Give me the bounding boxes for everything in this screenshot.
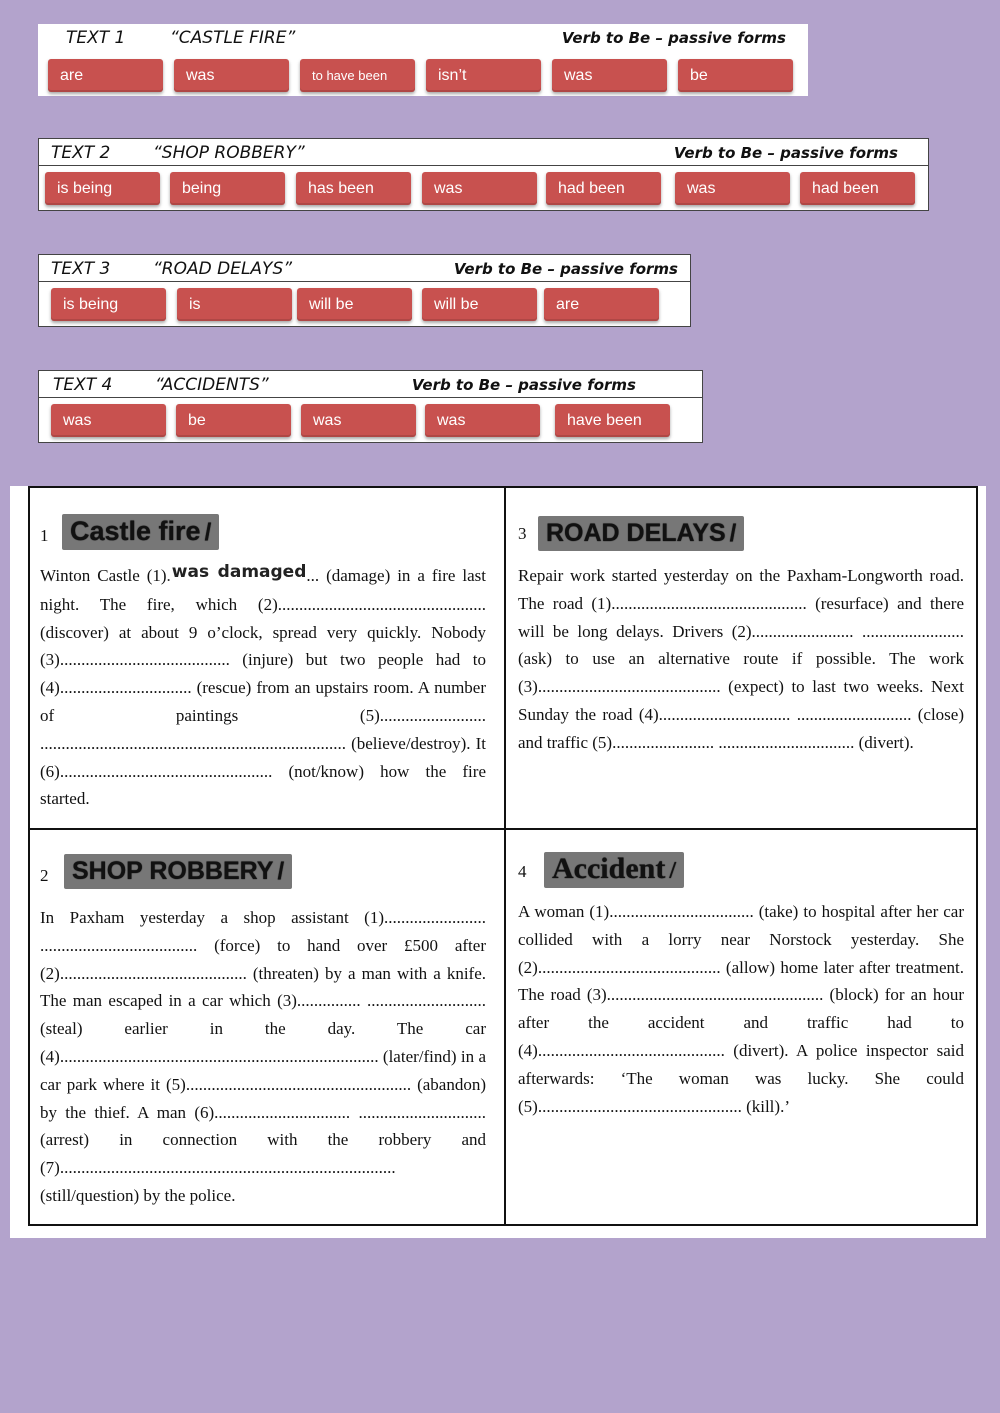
exercise-number: 1: [40, 526, 49, 545]
word-chips: [45, 288, 684, 324]
exercise-heading: Accident /: [544, 852, 684, 888]
word-chip[interactable]: isn’t: [426, 59, 541, 92]
exercise-heading: ROAD DELAYS /: [538, 516, 744, 551]
word-chip[interactable]: had been: [546, 172, 661, 205]
exercise-heading: SHOP ROBBERY /: [64, 854, 292, 889]
text-start: Winton Castle (1): [40, 566, 167, 585]
word-chip[interactable]: has been: [296, 172, 411, 205]
word-chip[interactable]: is being: [51, 288, 166, 321]
exercise-number: 3: [518, 524, 527, 543]
word-chips: [45, 404, 696, 440]
exercise-accident: [506, 830, 978, 1226]
word-bank-text-4: [38, 370, 703, 443]
exercise-shop-robbery: [30, 830, 504, 1226]
text-kind: Verb to Be – passive forms: [673, 144, 898, 162]
word-chip[interactable]: are: [544, 288, 659, 321]
word-chip[interactable]: be: [176, 404, 291, 437]
word-chip[interactable]: was: [51, 404, 166, 437]
text-kind: Verb to Be – passive forms: [453, 260, 678, 278]
word-chip[interactable]: was: [675, 172, 790, 205]
worksheet-grid: [28, 486, 978, 1226]
word-bank-header: [39, 371, 702, 398]
text-number: TEXT 2: [51, 143, 111, 163]
word-chips: [45, 172, 922, 208]
word-bank-text-3: [38, 254, 691, 327]
text-number: TEXT 4: [53, 375, 113, 395]
text-title: “ACCIDENTS”: [155, 375, 269, 395]
exercise-text: A woman (1).................................. (take) to hospital after her car collided with a lorry near Norstock yesterday. She (2)........................................... (allow) home later after treatment. The road (3)................................................... (block) for an hour after the accident and traffic had to (4)............................................ (divert). A police inspector said afterwards: ‘The woman was lucky. She could (5)................................................ (kill).’: [518, 902, 964, 1116]
text-number: TEXT 3: [51, 259, 111, 279]
word-chip[interactable]: was: [174, 59, 289, 92]
text-kind: Verb to Be – passive forms: [411, 376, 636, 394]
word-bank-header: [39, 139, 928, 166]
exercise-text: In Paxham yesterday a shop assistant (1)........................ ..................................... (force) to hand over £500 after (2)............................................ (threaten) by a man with a knife. The man escaped in a car which (3)............... ............................ (steal) earlier in the day. The car (4)........................................................................... (later/find) in a car park where it (5)..................................................... (abandon) by the thief. A man (6)................................ .............................. (arrest) in connection with the robbery and (7)............................................................................... (still/question) by the police.: [40, 908, 486, 1205]
text-title: “ROAD DELAYS”: [153, 259, 293, 279]
word-bank-header: [38, 24, 808, 50]
word-chip[interactable]: was: [301, 404, 416, 437]
exercise-heading: Castle fire /: [62, 514, 219, 550]
word-bank-text-1: [38, 24, 808, 96]
word-chip[interactable]: was: [425, 404, 540, 437]
word-chip[interactable]: will be: [422, 288, 537, 321]
word-chip[interactable]: is being: [45, 172, 160, 205]
exercise-number: 2: [40, 866, 49, 885]
exercise-number: 4: [518, 862, 527, 881]
text-number: TEXT 1: [66, 28, 126, 48]
word-chip[interactable]: being: [170, 172, 285, 205]
word-chip[interactable]: was: [422, 172, 537, 205]
word-chips: [44, 59, 802, 95]
word-bank-text-2: [38, 138, 929, 211]
word-chip[interactable]: had been: [800, 172, 915, 205]
exercise-castle-fire: [30, 488, 504, 828]
worksheet: [10, 486, 986, 1238]
word-chip[interactable]: are: [48, 59, 163, 92]
text-rest: ... (damage) in a fire last night. The fire, which (2)................................................. (discover) at about 9 o’clock, spread very quickly. Nobody (3)........................................ (injure) but two people had to (4)............................... (rescue) from an upstairs room. A number of paintings (5)......................... ........................................................................ (believe/destroy). It (6).................................................. (not/know) how the fire started.: [40, 566, 486, 809]
handwritten-answer: was damaged: [171, 562, 307, 582]
text-kind: Verb to Be – passive forms: [561, 29, 786, 47]
exercise-road-delays: [506, 488, 978, 828]
exercise-text: [40, 562, 486, 813]
word-chip[interactable]: have been: [555, 404, 670, 437]
gap-dots: .: [166, 566, 172, 585]
word-chip[interactable]: will be: [297, 288, 412, 321]
text-title: “CASTLE FIRE”: [170, 28, 296, 48]
word-chip[interactable]: be: [678, 59, 793, 92]
word-chip[interactable]: to have been: [300, 59, 415, 92]
word-chip[interactable]: was: [552, 59, 667, 92]
exercise-text: Repair work started yesterday on the Paxham-Longworth road. The road (1).............................................. (resurface) and there will be long delays. Drivers (2)........................ ........................(ask) to use an alternative route if possible. The work (3)........................................... (expect) to last two weeks. Next Sunday the road (4)............................... ........................... (close) and traffic (5)........................ ................................ (divert).: [518, 566, 964, 752]
word-chip[interactable]: is: [177, 288, 292, 321]
word-bank-header: [39, 255, 690, 282]
text-title: “SHOP ROBBERY”: [153, 143, 305, 163]
